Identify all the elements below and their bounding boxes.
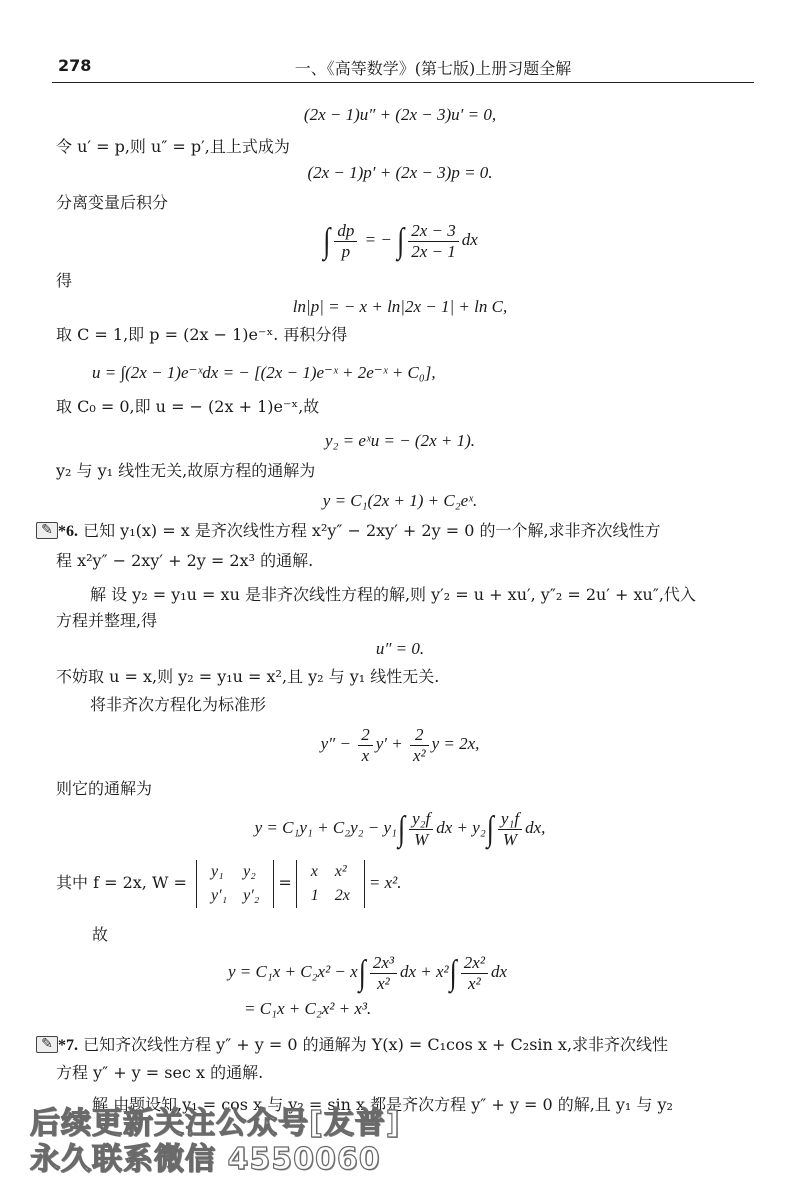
text-line: 令 u′ = p,则 u″ = p′,且上式成为	[56, 137, 290, 156]
exercise-number: *6.	[58, 523, 78, 540]
text-line: 取 C₀ = 0,即 u = − (2x + 1)e⁻ˣ,故	[56, 397, 320, 416]
equation-line: u = ∫(2x − 1)e⁻ˣdx = − [(2x − 1)e⁻ˣ + 2e⁻ˣ + C₀],	[92, 363, 436, 382]
equation-line: (2x − 1)u″ + (2x − 3)u′ = 0,	[303, 105, 497, 124]
determinant-matrix: x x² 1 2x	[296, 860, 365, 908]
watermark-line-2: 永久联系微信 4550060	[30, 1142, 381, 1177]
integral-equation: ∫ $\frac{dp}{p}$ = − ∫ $\frac{2x - 3}{2x - 1}$ dx	[0, 218, 800, 263]
pencil-icon: ✎	[36, 522, 58, 539]
integral-sign: ∫	[323, 220, 331, 260]
text-line: 将非齐次方程化为标准形	[90, 695, 267, 714]
text-line: 分离变量后积分	[56, 193, 169, 212]
fraction: $\frac{\text{2x³}}{\text{x²}}$	[370, 953, 397, 994]
wronskian-line: 其中 f = 2x, W = y₁ y₂ y′₁ y′₂ = x x² 1 2x = x².	[56, 856, 401, 910]
determinant-matrix: y₁ y₂ y′₁ y′₂	[196, 860, 274, 908]
text-line: 取 C = 1,即 p = (2x − 1)e⁻ˣ. 再积分得	[56, 325, 348, 344]
equation-line: u″ = 0.	[375, 639, 425, 658]
text-line: 解 由题设知,y₁ = cos x 与 y₂ = sin x 都是齐次方程 y″ + y = 0 的解,且 y₁ 与 y₂	[92, 1095, 673, 1114]
integral-sign: ∫	[397, 220, 405, 260]
fraction: $\frac{dp}{p}$	[334, 221, 357, 262]
page-header	[52, 54, 754, 83]
final-solution-equation: y = C₁x + C₂x² − x∫ $\frac{\text{2x³}}{\text{x²}}$ dx + x²∫ $\frac{\text{2x²}}{\text{x²}}$ dx	[228, 948, 507, 997]
fraction: $\frac{\text{y₂f}}{W}$	[409, 809, 433, 850]
fraction: $\frac{2x - 3}{2x - 1}$	[408, 221, 459, 262]
fraction: $\frac{\text{y₁f}}{W}$	[498, 809, 522, 850]
fraction: $\frac{2}{x}$	[358, 725, 373, 766]
text-line: 程 x²y″ − 2xy′ + 2y = 2x³ 的通解.	[56, 551, 314, 570]
text-line: 得	[56, 271, 73, 290]
standard-form-equation: y″ − $\frac{2}{x}$ y′ + $\frac{2}{\text{x²}}$ y = 2x,	[320, 724, 480, 765]
page-number: 278	[58, 56, 92, 75]
running-title: 一、《高等数学》(第七版)上册习题全解	[294, 59, 572, 78]
exercise-7-statement: *7. 已知齐次线性方程 y″ + y = 0 的通解为 Y(x) = C₁cos x + C₂sin x,求非齐次线性	[58, 1035, 669, 1054]
equation-line: (2x − 1)p′ + (2x − 3)p = 0.	[307, 163, 493, 182]
text-line: 则它的通解为	[56, 779, 153, 798]
equation-line: y₂ = eˣu = − (2x + 1).	[324, 431, 476, 450]
pencil-icon: ✎	[36, 1036, 58, 1053]
fraction: $\frac{2}{\text{x²}}$	[410, 725, 429, 766]
integral-sign: ∫	[358, 952, 366, 992]
equation-line: y = C₁(2x + 1) + C₂eˣ.	[322, 491, 478, 510]
general-solution-equation: y = C₁y₁ + C₂y₂ − y₁∫ $\frac{\text{y₂f}}{W}$ dx + y₂∫ $\frac{\text{y₁f}}{W}$ dx,	[0, 804, 800, 853]
text-line: y₂ 与 y₁ 线性无关,故原方程的通解为	[56, 461, 316, 480]
exercise-6-statement: *6. 已知 y₁(x) = x 是齐次线性方程 x²y″ − 2xy′ + 2y = 0 的一个解,求非齐次线性方	[58, 521, 661, 540]
watermark-line-1: 后续更新关注公众号[友普]	[30, 1106, 401, 1141]
text-line: 解 设 y₂ = y₁u = xu 是非齐次线性方程的解,则 y′₂ = u + xu′, y″₂ = 2u′ + xu″,代入	[90, 585, 696, 604]
integral-sign: ∫	[397, 808, 406, 848]
text-line: 方程 y″ + y = sec x 的通解.	[56, 1063, 264, 1082]
text-line: 故	[92, 925, 109, 944]
text-line: 不妨取 u = x,则 y₂ = y₁u = x²,且 y₂ 与 y₁ 线性无关.	[56, 667, 440, 686]
text-line: 方程并整理,得	[56, 611, 158, 630]
integral-sign: ∫	[486, 808, 494, 848]
equation-line: = C₁x + C₂x² + x³.	[244, 999, 372, 1018]
integral-sign: ∫	[449, 952, 457, 992]
exercise-number: *7.	[58, 1037, 78, 1054]
fraction: $\frac{\text{2x²}}{\text{x²}}$	[461, 953, 488, 994]
equation-line: ln|p| = − x + ln|2x − 1| + ln C,	[292, 297, 508, 316]
